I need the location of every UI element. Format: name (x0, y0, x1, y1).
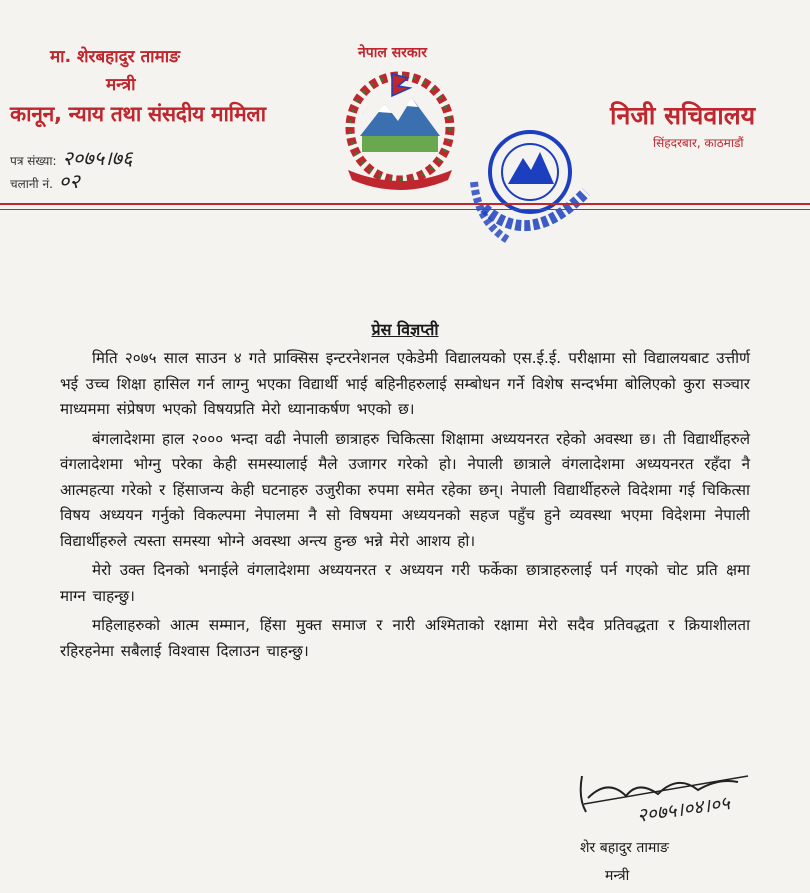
ministry-name: कानून, न्याय तथा संसदीय मामिला (10, 102, 266, 126)
office-address: सिंहदरबार, काठमाडौं (653, 136, 744, 150)
dispatch-label: चलानी नं. (10, 177, 53, 191)
reference-label: पत्र संख्या: (10, 154, 57, 168)
paragraph: महिलाहरुको आत्म सम्मान, हिंसा मुक्त समाज र नारी अश्मिताको रक्षामा मेरो सदैव प्रतिवद्धता र क्रियाशीलता रहिरहनेमा सबैलाई विश्वास दिलाउन चाहन्छु। (60, 616, 750, 660)
minister-name: मा. शेरबहादुर तामाङ (50, 47, 180, 67)
paragraph: मिति २०७५ साल साउन ४ गते प्राक्सिस इन्टरनेशनल एकेडेमी विद्यालयको एस.ई.ई. परीक्षामा सो विद्यालयबाट उत्तीर्ण भई उच्च शिक्षा हासिल गर्न लाग्नु भएका विद्यार्थी भाई बहिनीहरुलाई सम्बोधन गर्ने विशेष सन्दर्भमा बोलिएको कुरा सञ्चार माध्यममा संप्रेषण भएको विषयप्रति मेरो ध्यानाकर्षण भएको छ। (60, 349, 750, 418)
minister-title: मन्त्री (106, 75, 136, 95)
signature-date: २०७५।०४।०५ (635, 792, 732, 827)
signer-title: मन्त्री (605, 868, 630, 884)
reference-value: २०७५।७६ (62, 146, 133, 170)
government-label: नेपाल सरकार (358, 45, 428, 61)
signature-icon (578, 768, 808, 828)
dispatch-value: ०२ (58, 169, 80, 193)
official-seal-icon (468, 122, 608, 252)
office-name: निजी सचिवालय (610, 101, 756, 130)
header-rule (0, 203, 810, 205)
nepal-emblem-icon (340, 66, 460, 192)
dispatch-number-row (10, 167, 80, 194)
paragraph: मेरो उक्त दिनको भनाईले वंगलादेशमा अध्ययनरत र अध्ययन गरी फर्केका छात्राहरुलाई पर्न गएको चोट प्रति क्षमा माग्न चाहन्छु। (60, 561, 750, 605)
paragraph: बंगलादेशमा हाल २००० भन्दा वढी नेपाली छात्राहरु चिकित्सा शिक्षामा अध्ययनरत रहेको अवस्था छ। ती विद्यार्थीहरुले वंगलादेशमा भोग्नु परेका केही समस्यालाई मैले उजागर गरेको हो। नेपाली छात्राले वंगलादेशमा अध्ययनरत रहँदा नै आत्महत्या गरेको र हिंसाजन्य केही घटनाहरु उजुरीका रुपमा समेत रहेका छन्। नेपाली विद्यार्थीहरुले विदेशमा गई चिकित्सा विषय अध्ययन गर्नुको विकल्पमा नेपालमा नै सो विषयमा अध्ययनको सहज पहुँच हुने व्यवस्था भएमा विदेशमा नेपाली विद्यार्थीहरुले त्यस्ता समस्या भोग्ने अवस्था अन्त्य हुन्छ भन्ने मेरो आशय हो। (60, 429, 750, 550)
press-release-heading: प्रेस विज्ञप्ती (371, 320, 439, 339)
letter-body (60, 346, 750, 668)
signer-name: शेर बहादुर तामाङ (580, 840, 669, 856)
header-rule-thin (0, 209, 810, 210)
